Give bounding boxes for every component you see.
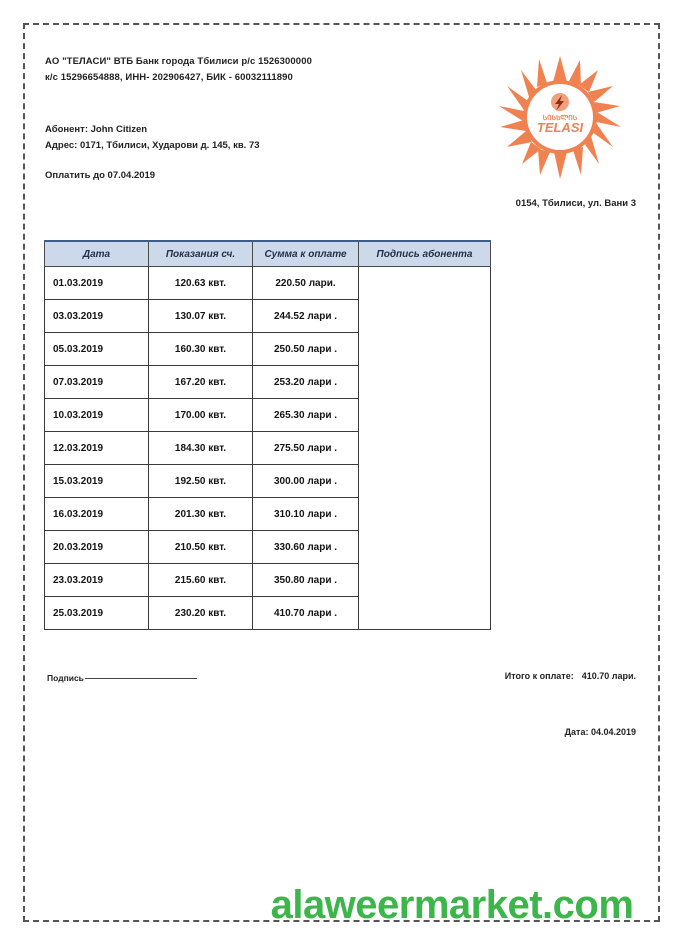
customer-details	[45, 122, 260, 154]
cell-reading: 192.50 квт.	[149, 465, 253, 498]
cell-reading: 184.30 квт.	[149, 432, 253, 465]
customer-name: Абонент: John Citizen	[45, 124, 148, 135]
total-due	[505, 671, 636, 681]
cell-date: 12.03.2019	[45, 432, 149, 465]
logo-brand-top: ᲡᲘᲡᲮᲚᲘᲡ	[542, 115, 578, 122]
cell-reading: 130.07 квт.	[149, 300, 253, 333]
column-header-date: Дата	[45, 241, 149, 267]
cell-amount: 220.50 лари.	[253, 267, 359, 300]
cell-amount: 244.52 лари .	[253, 300, 359, 333]
cell-amount: 253.20 лари .	[253, 366, 359, 399]
table-header-row	[45, 241, 491, 267]
cell-amount: 300.00 лари .	[253, 465, 359, 498]
cell-date: 07.03.2019	[45, 366, 149, 399]
cell-date: 20.03.2019	[45, 531, 149, 564]
logo-brand-name: TELASI	[536, 120, 584, 135]
cell-reading: 201.30 квт.	[149, 498, 253, 531]
cell-reading: 160.30 квт.	[149, 333, 253, 366]
cell-amount: 410.70 лари .	[253, 597, 359, 630]
cell-amount: 310.10 лари .	[253, 498, 359, 531]
company-address: 0154, Тбилиси, ул. Вани 3	[515, 198, 636, 209]
column-header-reading: Показания сч.	[149, 241, 253, 267]
cell-date: 05.03.2019	[45, 333, 149, 366]
signature-field	[47, 673, 197, 683]
cell-date: 25.03.2019	[45, 597, 149, 630]
cell-date: 16.03.2019	[45, 498, 149, 531]
table-row	[45, 267, 491, 300]
cell-amount: 275.50 лари .	[253, 432, 359, 465]
signature-label: Подпись	[47, 673, 84, 683]
cell-date: 10.03.2019	[45, 399, 149, 432]
total-label: Итого к оплате:	[504, 671, 574, 681]
cell-amount: 330.60 лари .	[253, 531, 359, 564]
cell-date: 23.03.2019	[45, 564, 149, 597]
cell-date: 15.03.2019	[45, 465, 149, 498]
cell-reading: 167.20 квт.	[149, 366, 253, 399]
issue-date: Дата: 04.04.2019	[564, 727, 636, 737]
cell-reading: 230.20 квт.	[149, 597, 253, 630]
cell-reading: 120.63 квт.	[149, 267, 253, 300]
total-value: 410.70 лари.	[581, 671, 636, 681]
cell-amount: 250.50 лари .	[253, 333, 359, 366]
signature-rule	[85, 678, 197, 679]
telasi-logo	[495, 52, 625, 182]
meter-readings-table	[44, 240, 490, 630]
cell-date: 01.03.2019	[45, 267, 149, 300]
column-header-amount: Сумма к оплате	[253, 241, 359, 267]
cell-reading: 210.50 квт.	[149, 531, 253, 564]
bank-details-line-2: к/с 15296654888, ИНН- 202906427, БИК - 60032111890	[45, 72, 293, 83]
cell-amount: 350.80 лари .	[253, 564, 359, 597]
bank-details	[45, 54, 312, 86]
column-header-signature: Подпись абонента	[359, 241, 491, 267]
customer-address: Адрес: 0171, Тбилиси, Хударови д. 145, кв. 73	[45, 140, 260, 151]
pay-before-date: Оплатить до 07.04.2019	[45, 170, 156, 181]
cell-date: 03.03.2019	[45, 300, 149, 333]
watermark: alaweermarket.com	[270, 883, 634, 927]
cell-amount: 265.30 лари .	[253, 399, 359, 432]
invoice-page	[23, 23, 660, 922]
cell-reading: 170.00 квт.	[149, 399, 253, 432]
sun-burst-lightning-icon	[495, 52, 625, 182]
cell-signature	[359, 267, 491, 630]
bank-details-line-1: АО "ТЕЛАСИ" ВТБ Банк города Тбилиси р/с 1526300000	[45, 56, 312, 67]
cell-reading: 215.60 квт.	[149, 564, 253, 597]
